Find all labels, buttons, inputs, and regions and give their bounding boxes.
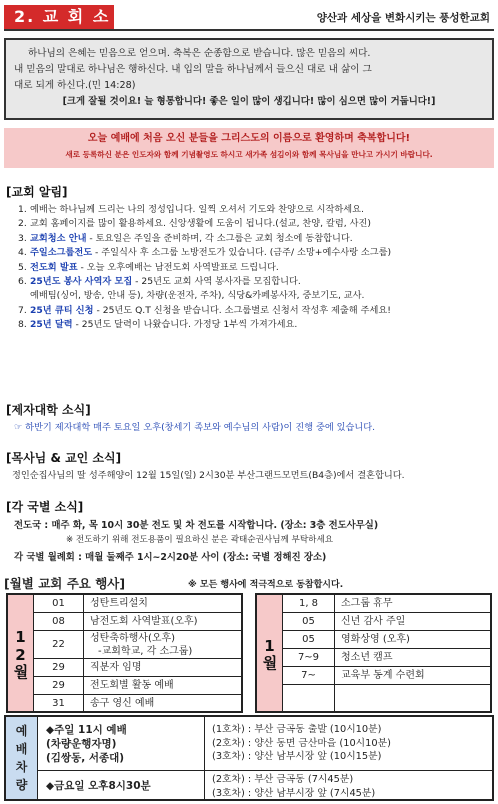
church-slogan: 양산과 세상을 변화시키는 풍성한교회 xyxy=(316,12,490,24)
month-label: 1월 xyxy=(257,595,283,711)
friday-service-info: ◆금요일 오후8시30분 xyxy=(46,780,151,792)
table-row: 22 성탄축하행사(오후) -교회학교, 각 소그룹) xyxy=(34,631,241,659)
dept-news-heading: [각 국별 소식] xyxy=(6,500,84,514)
verse-box xyxy=(4,38,494,120)
welcome-line-2: 새로 등록하신 분은 인도자와 함께 기념촬영도 하시고 새가족 섬김이와 함께 목사님을 만나고 가시기 바랍니다. xyxy=(65,150,433,159)
section-title: 2. 교 회 소 xyxy=(4,5,114,29)
verse-line: 대로 되게 하신다.(민 14:28) xyxy=(14,80,136,91)
table-row: 29 전도회별 활동 예배 xyxy=(34,677,241,695)
dept-line-3: 각 국별 월례회 : 매월 둘째주 1시~2시20분 사이 (장소: 국별 정해진 장소) xyxy=(14,552,327,563)
table-row: 08 남전도회 사역발표(오후) xyxy=(34,613,241,631)
table-row: 29 직분자 임명 xyxy=(34,659,241,677)
january-table xyxy=(255,593,492,713)
verse-bold-line: [크게 잘될 것이요! 늘 형통합니다! 좋은 일이 많이 생깁니다! 많이 심으면 많이 거둡니다!] xyxy=(62,96,436,107)
list-item: 2. 교회 홈페이지를 많이 활용하세요. 신앙생활에 도움이 됩니다.(설교, 찬양, 칼럼, 사진) xyxy=(18,218,371,230)
jedae-text: ☞ 하반기 제자대학 매주 토요일 오후(창세기 족보와 예수님의 사람)이 진행 중에 있습니다. xyxy=(14,422,376,433)
announcements-list xyxy=(18,203,488,333)
bus-label: 예 배 차 량 xyxy=(6,717,38,799)
table-row xyxy=(283,685,490,711)
table-row: 7~9 청소년 캠프 xyxy=(283,649,490,667)
list-item: 8. 25년 달력 - 25년도 달력이 나왔습니다. 가정당 1부씩 가져가세요. xyxy=(18,319,298,331)
divider xyxy=(204,717,205,799)
list-item: 7. 25년 큐티 신청 - 25년도 Q.T 신청을 받습니다. 소그룹별로 신청서 작성후 제출해 주세요! xyxy=(18,304,391,316)
sunday-service-info: ◆주일 11시 예배 (차량운행자명) (김쌍동, 서종대) xyxy=(46,724,127,764)
list-item: 6. 25년도 봉사 사역자 모집 - 25년도 교회 사역 봉사자를 모집합니다. xyxy=(18,276,301,288)
sunday-routes: (1호차) : 부산 금곡동 출발 (10시10분) (2호차) : 양산 동면 금산마을 (10시10분) (3호차) : 양산 남부시장 앞 (10시15분) xyxy=(212,724,391,762)
table-row: 31 송구 영신 예배 xyxy=(34,695,241,711)
jedae-heading: [제자대학 소식] xyxy=(6,403,91,417)
month-label: 12월 xyxy=(8,595,34,711)
friday-routes: (2호차) : 부산 금곡동 (7시45분) (3호차) : 양산 남부시장 앞 (7시45분) xyxy=(212,774,376,799)
welcome-line-1: 오늘 예배에 처음 오신 분들을 그리스도의 이름으로 환영하며 축복합니다! xyxy=(87,133,411,144)
table-row: 7~ 교육부 동계 수련회 xyxy=(283,667,490,685)
wedding-text: 정인순집사님의 딸 성주해양이 12월 15일(일) 2시30분 부산그랜드모먼트(B4층)에서 결혼합니다. xyxy=(12,470,405,481)
table-row: 05 신년 감사 주일 xyxy=(283,613,490,631)
bus-schedule xyxy=(4,715,494,801)
verse-line: 하나님의 은혜는 믿음으로 얻으며. 축복은 순종함으로 받습니다. 많은 믿음의 씨다. xyxy=(28,48,371,59)
table-row: 05 영화상영 (오후) xyxy=(283,631,490,649)
announcements-heading: [교회 알림] xyxy=(6,185,68,199)
monthly-note: ※ 모든 행사에 적극적으로 동참합시다. xyxy=(188,580,344,590)
dept-line-1: 전도국 : 매주 화, 목 10시 30분 전도 및 차 전도를 시작합니다. (장소: 3층 전도사무실) xyxy=(14,520,379,531)
section-header xyxy=(4,5,494,31)
list-item: 1. 예배는 하나님께 드리는 나의 정성입니다. 일찍 오셔서 기도와 찬양으로 시작하세요. xyxy=(18,204,364,215)
welcome-box xyxy=(4,128,494,168)
divider xyxy=(38,770,494,771)
list-item: 예배팀(싱어, 방송, 안내 등), 차량(운전자, 주차), 식당&카페봉사자, 중보기도, 교사. xyxy=(30,290,365,302)
monthly-heading: [월별 교회 주요 행사] xyxy=(4,576,126,591)
table-row: 1, 8 소그룹 휴무 xyxy=(283,595,490,613)
list-item: 5. 전도회 발표 - 오늘 오후예배는 남전도회 사역발표로 드립니다. xyxy=(18,261,279,273)
verse-line: 내 믿음의 말대로 하나님은 행하신다. 내 입의 말을 하나님께서 들으신 대로 내 삶이 그 xyxy=(14,64,372,75)
dept-line-2: ※ 전도하기 위해 전도용품이 필요하신 분은 곽태순권사님께 부탁하세요 xyxy=(66,535,334,545)
table-row: 01 성탄트리설치 xyxy=(34,595,241,613)
list-item: 4. 주일소그룹전도 - 주일식사 후 소그룹 노방전도가 있습니다. (금주/ 소망+예수사랑 소그룹) xyxy=(18,247,392,259)
list-item: 3. 교회청소 안내 - 토요일은 주일을 준비하며, 각 소그룹은 교회 청소에 동참합니다. xyxy=(18,232,353,244)
news-heading: [목사님 & 교인 소식] xyxy=(6,451,122,465)
december-table xyxy=(6,593,243,713)
